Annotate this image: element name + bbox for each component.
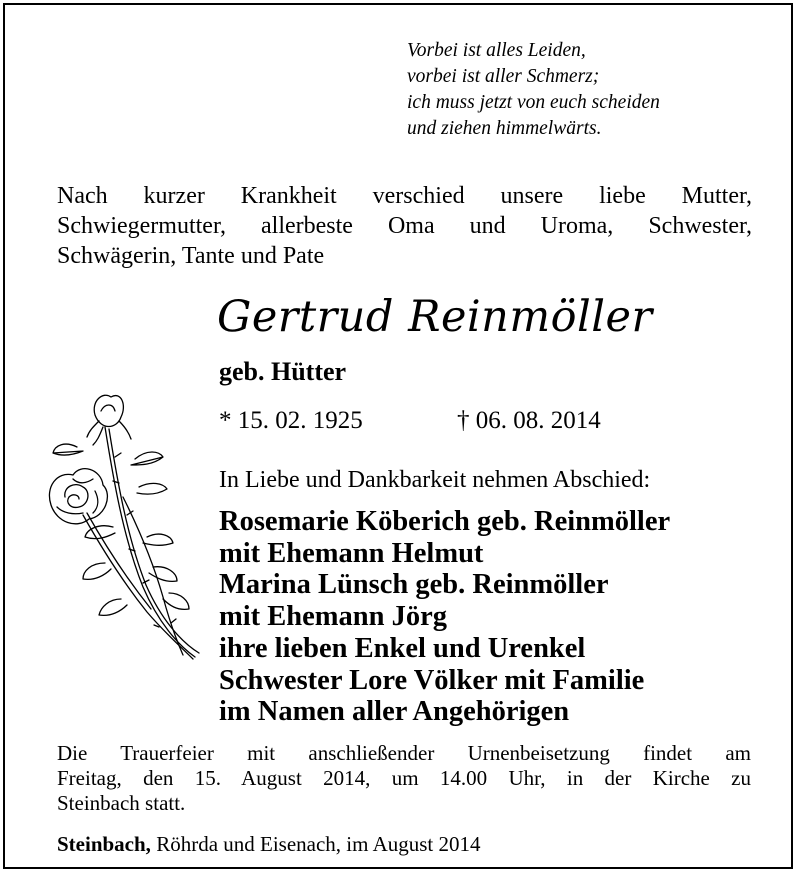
closing-place: Steinbach, <box>57 832 151 856</box>
service-info <box>57 741 751 816</box>
poem-line: Vorbei ist alles Leiden, <box>407 40 586 61</box>
farewell-text: In Liebe und Dankbarkeit nehmen Abschied: <box>219 467 651 493</box>
mourner-line: mit Ehemann Helmut <box>219 537 484 569</box>
mourner-line: Marina Lünsch geb. Reinmöller <box>219 569 609 601</box>
birth-date: * 15. 02. 1925 <box>219 407 363 434</box>
service-line: Steinbach statt. <box>57 791 186 815</box>
birth-name: geb. Hütter <box>219 357 347 386</box>
mourner-line: im Namen aller Angehörigen <box>219 696 570 728</box>
intro-line: Schwägerin, Tante und Pate <box>57 243 325 269</box>
mourner-line: Schwester Lore Völker mit Familie <box>219 664 645 696</box>
poem-line: ich muss jetzt von euch scheiden <box>407 92 660 113</box>
poem <box>407 38 660 142</box>
intro-text <box>57 181 752 271</box>
poem-line: und ziehen himmelwärts. <box>407 118 602 139</box>
intro-line: Schwiegermutter, allerbeste Oma und Uroma, Schwester, <box>57 213 752 239</box>
rose-icon <box>43 387 203 665</box>
service-line: Freitag, den 15. August 2014, um 14.00 Uhr, in der Kirche zu <box>57 766 751 790</box>
obituary-notice <box>3 3 793 869</box>
mourner-line: mit Ehemann Jörg <box>219 601 447 633</box>
poem-line: vorbei ist aller Schmerz; <box>407 66 600 87</box>
intro-line: Nach kurzer Krankheit verschied unsere liebe Mutter, <box>57 183 752 209</box>
death-date: † 06. 08. 2014 <box>457 407 601 434</box>
closing-rest: Röhrda und Eisenach, im August 2014 <box>150 832 481 856</box>
deceased-name: Gertrud Reinmöller <box>217 292 653 342</box>
mourners-list <box>219 506 670 728</box>
mourner-line: Rosemarie Köberich geb. Reinmöller <box>219 506 671 537</box>
closing-line <box>57 831 481 857</box>
mourner-line: ihre lieben Enkel und Urenkel <box>219 632 586 664</box>
service-line: Die Trauerfeier mit anschließender Urnenbeisetzung findet am <box>57 741 751 765</box>
